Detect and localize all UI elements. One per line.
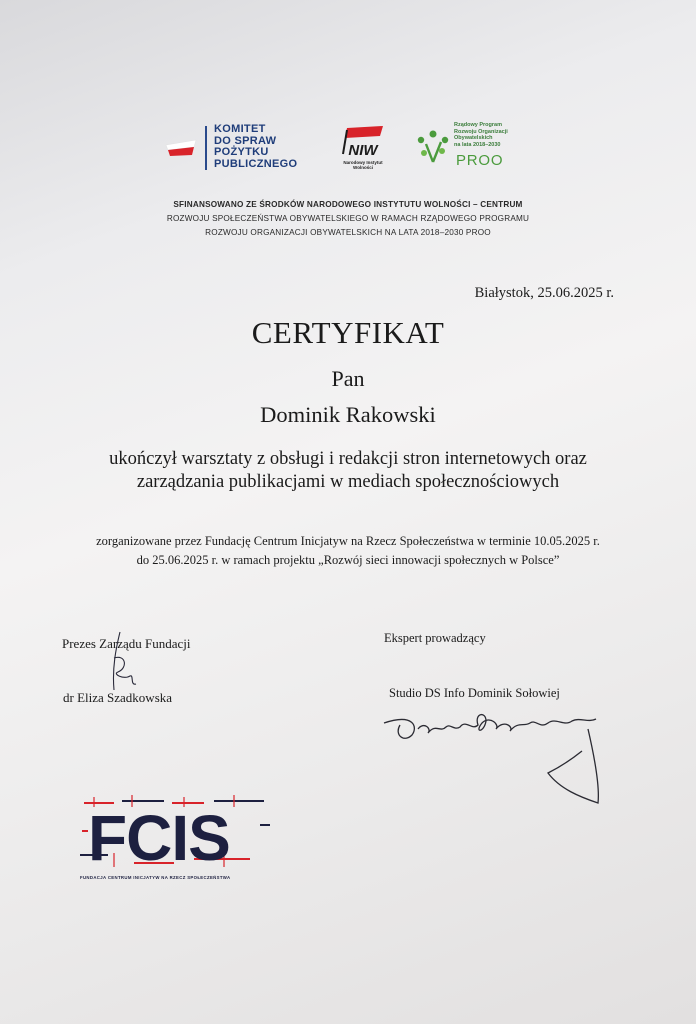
course-description: ukończył warsztaty z obsługi i redakcji stron internetowych oraz zarządzania publikacjami w mediach społecznościowych (109, 449, 587, 492)
polish-flag-icon (164, 139, 198, 157)
fcis-caption: FUNDACJA CENTRUM INICJATYW NA RZECZ SPOŁECZEŃSTWA (80, 875, 231, 880)
right-signature-icon (374, 705, 614, 815)
right-signatory-role: Ekspert prowadzący (384, 631, 486, 645)
recipient-name: Dominik Rakowski (260, 402, 436, 427)
funding-statement: SFINANSOWANO ZE ŚRODKÓW NARODOWEGO INSTYTUTU WOLNOŚCI – CENTRUM ROZWOJU SPOŁECZEŃSTWA OBYWATELSKIEGO W RAMACH RZĄDOWEGO PROGRAMU ROZWOJU ORGANIZACJI OBYWATELSKICH NA LATA 2018–2030 PROO (166, 200, 530, 237)
kppp-divider (205, 126, 207, 170)
niw-caption: Narodowy Instytut Wolności (343, 160, 383, 170)
fcis-wordmark: FCIS (88, 802, 230, 874)
proo-program-text: Rządowy Program Rozwoju Organizacji Obywatelskich na lata 2018–2030 (454, 122, 508, 148)
proo-flower-icon (414, 126, 452, 166)
niw-mark-icon (333, 124, 393, 160)
left-signatory-role: Prezes Zarządu Fundacji (62, 636, 191, 651)
proo-logo (414, 122, 524, 172)
proo-wordmark: PROO (456, 152, 504, 169)
certificate-title: CERTYFIKAT (251, 315, 445, 350)
honorific: Pan (331, 366, 365, 391)
niw-logo (333, 124, 393, 174)
left-signatory-name: dr Eliza Szadkowska (63, 690, 173, 705)
right-signatory-name: Studio DS Info Dominik Sołowiej (389, 686, 560, 700)
svg-text:NIW: NIW (348, 142, 378, 159)
kppp-wordmark: KOMITET DO SPRAW POŻYTKU PUBLICZNEGO (214, 123, 298, 170)
place-date: Białystok, 25.06.2025 r. (474, 285, 614, 301)
organizer-statement: zorganizowane przez Fundację Centrum Inicjatyw na Rzecz Społeczeństwa w terminie 10.05.2025 r. do 25.06.2025 r. w ramach projektu „Rozwój sieci innowacji społecznych w Polsce” (96, 534, 600, 567)
